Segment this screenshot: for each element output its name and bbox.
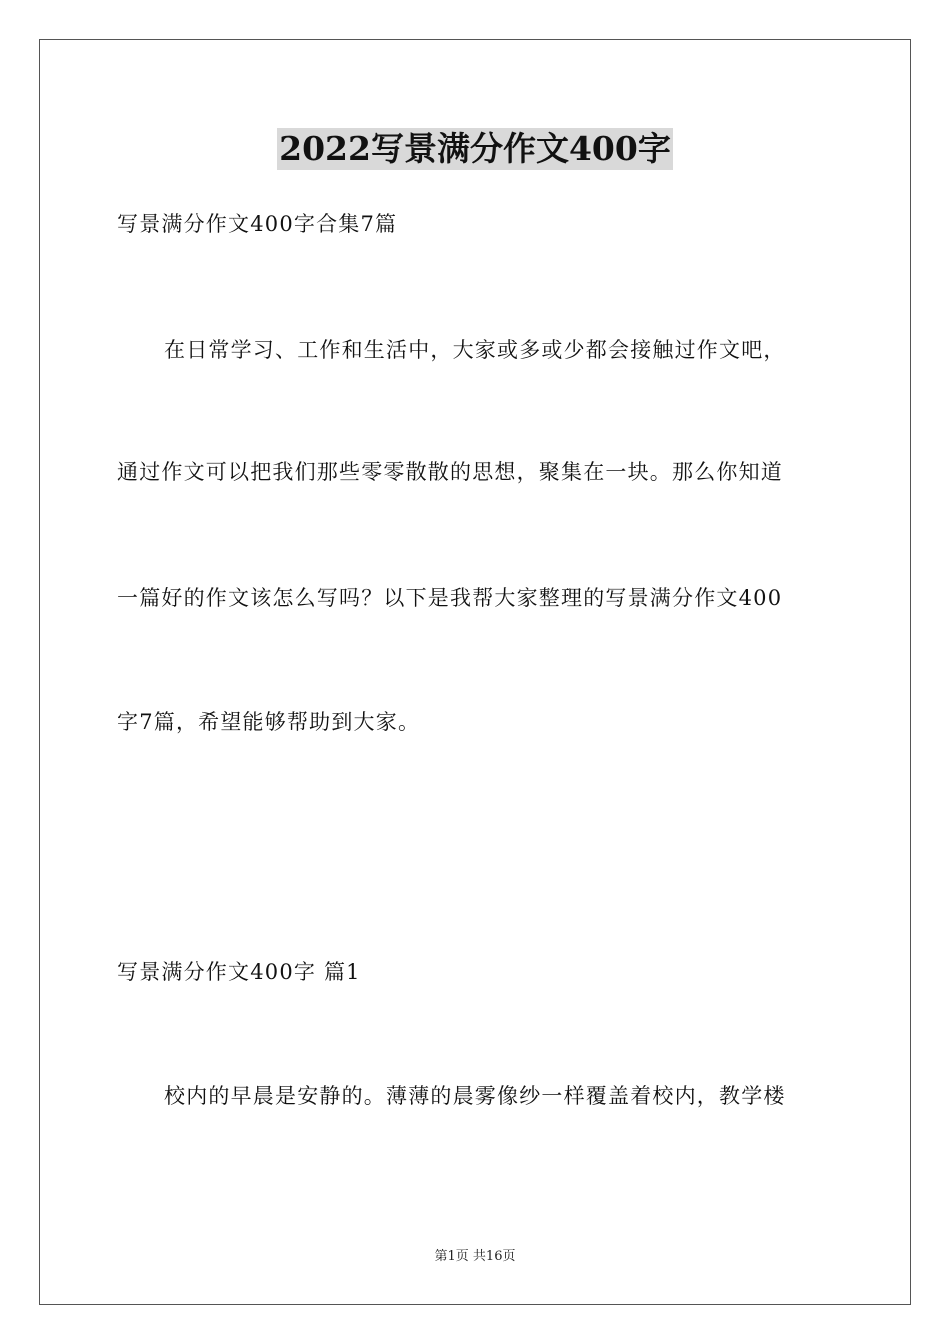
title-container — [0, 128, 950, 170]
page-footer: 第1页 共16页 — [434, 1249, 516, 1264]
intro-paragraph-line: 一篇好的作文该怎么写吗？以下是我帮大家整理的写景满分作文400 — [117, 586, 783, 610]
section-heading: 写景满分作文400字 篇1 — [117, 960, 361, 984]
section-paragraph-line: 校内的早晨是安静的。薄薄的晨雾像纱一样覆盖着校内，教学楼 — [164, 1084, 786, 1108]
intro-paragraph-line: 通过作文可以把我们那些零零散散的思想，聚集在一块。那么你知道 — [117, 460, 783, 484]
intro-paragraph-line: 在日常学习、工作和生活中，大家或多或少都会接触过作文吧， — [164, 338, 786, 362]
intro-paragraph-line: 字7篇，希望能够帮助到大家。 — [117, 710, 421, 734]
document-title: 2022写景满分作文400字 — [279, 129, 671, 168]
document-subtitle: 写景满分作文400字合集7篇 — [117, 212, 398, 236]
